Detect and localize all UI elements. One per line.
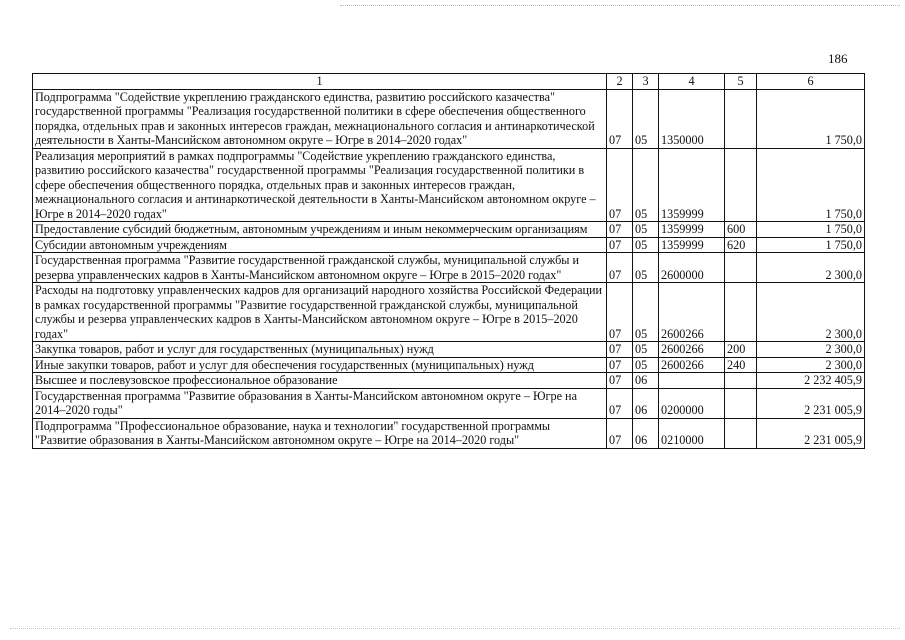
row-section: 07 — [607, 342, 633, 358]
row-section: 07 — [607, 418, 633, 448]
row-amount: 1 750,0 — [757, 148, 865, 222]
table-row — [33, 237, 865, 253]
page-number: 186 — [828, 51, 848, 66]
row-amount: 1 750,0 — [757, 222, 865, 238]
row-expense-type — [725, 89, 757, 148]
table-row — [33, 373, 865, 389]
row-subsection: 05 — [633, 148, 659, 222]
row-subsection: 06 — [633, 418, 659, 448]
row-subsection: 05 — [633, 237, 659, 253]
row-description: Предоставление субсидий бюджетным, автономным учреждениям и иным некоммерческим организациям — [33, 222, 607, 238]
row-amount: 2 300,0 — [757, 342, 865, 358]
row-subsection: 05 — [633, 253, 659, 283]
row-subsection: 05 — [633, 357, 659, 373]
table-row — [33, 283, 865, 342]
row-amount: 2 231 005,9 — [757, 418, 865, 448]
row-expense-type — [725, 373, 757, 389]
row-description: Реализация мероприятий в рамках подпрограммы "Содействие укреплению гражданского единства, развитию российского казачества" государственной программы "Реализация государственной политики в сфере обеспечения общественного порядка, отдельных прав и законных интересов граждан, межнационального согласия и антинаркотической деятельности в Ханты-Мансийском автономном округе – Югре в 2014–2020 годах" — [33, 148, 607, 222]
column-header-target-article: 4 — [659, 74, 725, 90]
table-row — [33, 418, 865, 448]
scan-edge-bottom — [10, 628, 900, 629]
row-description: Иные закупки товаров, работ и услуг для обеспечения государственных (муниципальных) нужд — [33, 357, 607, 373]
row-expense-type — [725, 148, 757, 222]
row-amount: 2 300,0 — [757, 357, 865, 373]
row-target-article: 1359999 — [659, 148, 725, 222]
row-section: 07 — [607, 253, 633, 283]
row-description: Субсидии автономным учреждениям — [33, 237, 607, 253]
row-target-article: 2600266 — [659, 283, 725, 342]
row-description: Государственная программа "Развитие образования в Ханты-Мансийском автономном округе – Югре на 2014–2020 годы" — [33, 388, 607, 418]
row-description: Высшее и послевузовское профессиональное образование — [33, 373, 607, 389]
table-row — [33, 253, 865, 283]
row-expense-type: 240 — [725, 357, 757, 373]
column-header-expense-type: 5 — [725, 74, 757, 90]
table-row — [33, 148, 865, 222]
row-subsection: 06 — [633, 388, 659, 418]
row-target-article: 1359999 — [659, 222, 725, 238]
column-header-subsection: 3 — [633, 74, 659, 90]
table-header-row — [33, 74, 865, 90]
row-expense-type — [725, 253, 757, 283]
row-expense-type: 620 — [725, 237, 757, 253]
row-target-article: 2600266 — [659, 342, 725, 358]
row-description: Подпрограмма "Профессиональное образование, наука и технологии" государственной программы "Развитие образования в Ханты-Мансийском автономном округе – Югре на 2014–2020 годы" — [33, 418, 607, 448]
row-description: Закупка товаров, работ и услуг для государственных (муниципальных) нужд — [33, 342, 607, 358]
row-expense-type: 200 — [725, 342, 757, 358]
row-target-article: 1359999 — [659, 237, 725, 253]
row-target-article: 0210000 — [659, 418, 725, 448]
row-target-article — [659, 373, 725, 389]
table-row — [33, 222, 865, 238]
row-amount: 2 232 405,9 — [757, 373, 865, 389]
row-subsection: 05 — [633, 342, 659, 358]
row-section: 07 — [607, 357, 633, 373]
row-section: 07 — [607, 222, 633, 238]
row-description: Расходы на подготовку управленческих кадров для организаций народного хозяйства Российской Федерации в рамках государственной программы "Развитие государственной гражданской службы, муниципальной службы и резерва управленческих кадров в Ханты-Мансийском автономном округе – Югре в 2015–2020 годах" — [33, 283, 607, 342]
row-expense-type — [725, 283, 757, 342]
row-amount: 1 750,0 — [757, 237, 865, 253]
row-section: 07 — [607, 373, 633, 389]
table-row — [33, 342, 865, 358]
scan-edge-top — [340, 5, 900, 6]
row-expense-type — [725, 418, 757, 448]
row-target-article: 2600266 — [659, 357, 725, 373]
row-section: 07 — [607, 148, 633, 222]
column-header-description: 1 — [33, 74, 607, 90]
table-row — [33, 388, 865, 418]
row-amount: 1 750,0 — [757, 89, 865, 148]
row-target-article: 0200000 — [659, 388, 725, 418]
row-amount: 2 300,0 — [757, 283, 865, 342]
row-subsection: 05 — [633, 283, 659, 342]
budget-table — [32, 73, 865, 449]
row-subsection: 05 — [633, 89, 659, 148]
row-expense-type — [725, 388, 757, 418]
column-header-section: 2 — [607, 74, 633, 90]
row-amount: 2 300,0 — [757, 253, 865, 283]
row-section: 07 — [607, 283, 633, 342]
row-section: 07 — [607, 388, 633, 418]
row-description: Подпрограмма "Содействие укреплению гражданского единства, развитию российского казачества" государственной программы "Реализация государственной политики в сфере обеспечения общественного порядка, отдельных прав и законных интересов граждан, межнационального согласия и антинаркотической деятельности в Ханты-Мансийском автономном округе – Югре в 2014–2020 годах" — [33, 89, 607, 148]
row-description: Государственная программа "Развитие государственной гражданской службы, муниципальной службы и резерва управленческих кадров в Ханты-Мансийском автономном округе – Югре в 2015–2020 годах" — [33, 253, 607, 283]
row-section: 07 — [607, 89, 633, 148]
row-target-article: 1350000 — [659, 89, 725, 148]
row-expense-type: 600 — [725, 222, 757, 238]
column-header-amount: 6 — [757, 74, 865, 90]
table-row — [33, 357, 865, 373]
table-row — [33, 89, 865, 148]
row-section: 07 — [607, 237, 633, 253]
row-subsection: 05 — [633, 222, 659, 238]
row-amount: 2 231 005,9 — [757, 388, 865, 418]
row-target-article: 2600000 — [659, 253, 725, 283]
row-subsection: 06 — [633, 373, 659, 389]
